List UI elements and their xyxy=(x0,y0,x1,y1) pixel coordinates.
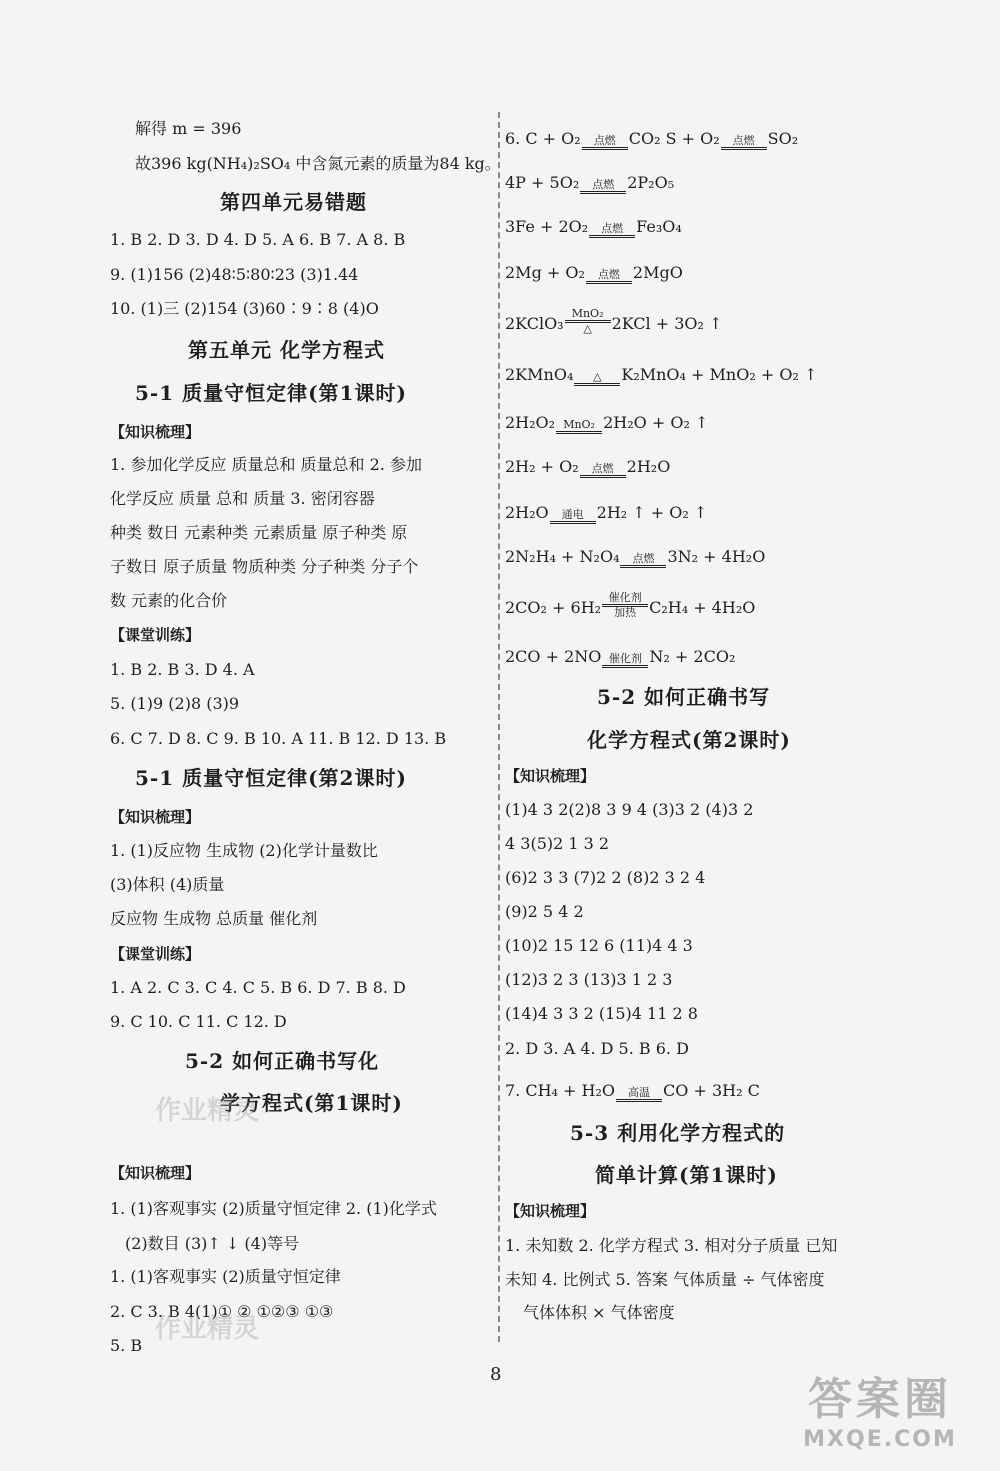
text-line: 数 元素的化合价 xyxy=(110,591,228,610)
equation xyxy=(505,262,683,284)
section-tag: 【知识梳理】 xyxy=(110,423,201,441)
text-line: 1. (1)客观事实 (2)质量守恒定律 xyxy=(110,1267,341,1286)
stamp-watermark: 作业精灵 xyxy=(155,1314,260,1344)
equation xyxy=(505,502,707,524)
text-line: 1. (1)反应物 生成物 (2)化学计量数比 xyxy=(110,841,378,860)
reaction-condition: 点燃 xyxy=(580,463,626,478)
reaction-condition: MnO₂ xyxy=(556,419,602,434)
text-line: 气体体积 × 气体密度 xyxy=(523,1303,675,1322)
text-line: (3)体积 (4)质量 xyxy=(110,875,225,894)
section-tag: 【知识梳理】 xyxy=(110,1164,201,1182)
equation-left: 2KClO₃ xyxy=(505,314,564,333)
unit-heading: 第五单元 化学方程式 xyxy=(188,338,385,362)
text-line: 故396 kg(NH₄)₂SO₄ 中含氮元素的质量为84 kg。 xyxy=(135,154,501,173)
reaction-condition: 催化剂 加热 xyxy=(602,592,648,619)
equation-right: Fe₃O₄ xyxy=(636,217,682,236)
equation-left: 7. CH₄ + H₂O xyxy=(505,1081,616,1100)
equation-left: 2CO₂ + 6H₂ xyxy=(505,598,602,617)
answer-line: (10)2 15 12 6 (11)4 4 3 xyxy=(505,936,693,955)
reaction-condition: 催化剂 xyxy=(602,653,648,668)
lesson-heading: 5-1 质量守恒定律(第2课时) xyxy=(135,766,407,790)
equation-left: 6. C + O₂ xyxy=(505,129,581,148)
equation-left: 2CO + 2NO xyxy=(505,647,602,666)
equation-right: CO₂ S + O₂ xyxy=(628,129,720,148)
reaction-condition: 通电 xyxy=(550,509,596,524)
equation xyxy=(505,364,817,386)
lesson-heading: 5-2 如何正确书写化 xyxy=(185,1049,380,1073)
equation-right: CO + 3H₂ C xyxy=(663,1081,760,1100)
equation-right: N₂ + 2CO₂ xyxy=(649,647,736,666)
equation-right: 3N₂ + 4H₂O xyxy=(667,547,766,566)
watermark-logo-text: 答案圈 xyxy=(808,1374,952,1425)
answer-line: 6. C 7. D 8. C 9. B 10. A 11. B 12. D 13. B xyxy=(110,729,447,748)
answer-line: (6)2 3 3 (7)2 2 (8)2 3 2 4 xyxy=(505,868,706,887)
text-line: 1. 未知数 2. 化学方程式 3. 相对分子质量 已知 xyxy=(505,1236,838,1255)
answer-line: 2. D 3. A 4. D 5. B 6. D xyxy=(505,1039,689,1058)
answer-line: (9)2 5 4 2 xyxy=(505,902,584,921)
equation-right: K₂MnO₄ + MnO₂ + O₂ ↑ xyxy=(621,365,818,384)
answer-line: 1. B 2. B 3. D 4. A xyxy=(110,660,255,679)
equation-left: 2N₂H₄ + N₂O₄ xyxy=(505,547,620,566)
equation-right: C₂H₄ + 4H₂O xyxy=(649,598,756,617)
equation-right: 2H₂O + O₂ ↑ xyxy=(603,413,709,432)
watermark-url: MXQE.COM xyxy=(803,1427,957,1452)
equation xyxy=(505,646,735,668)
equation-left: 2H₂O₂ xyxy=(505,413,556,432)
equation-right: 2KCl + 3O₂ ↑ xyxy=(611,314,723,333)
text-line: 未知 4. 比例式 5. 答案 气体质量 ÷ 气体密度 xyxy=(505,1270,825,1289)
equation-right: 2H₂O xyxy=(626,457,671,476)
text-line: 1. 参加化学反应 质量总和 质量总和 2. 参加 xyxy=(110,455,422,474)
text-line: 化学反应 质量 总和 质量 3. 密闭容器 xyxy=(110,489,375,508)
equation-right: 2MgO xyxy=(632,263,683,282)
equation xyxy=(505,456,670,478)
reaction-condition: 高温 xyxy=(616,1087,662,1102)
answer-line: 4 3(5)2 1 3 2 xyxy=(505,834,610,853)
equation-right: 2H₂ ↑ + O₂ ↑ xyxy=(596,503,708,522)
answer-line: 1. A 2. C 3. C 4. C 5. B 6. D 7. B 8. D xyxy=(110,978,406,997)
equation xyxy=(505,546,765,568)
equation-left: 4P + 5O₂ xyxy=(505,173,580,192)
reaction-condition: △ xyxy=(574,371,620,386)
lesson-heading: 简单计算(第1课时) xyxy=(595,1163,778,1187)
lesson-heading: 5-3 利用化学方程式的 xyxy=(570,1121,786,1145)
section-tag: 【知识梳理】 xyxy=(505,1202,596,1220)
reaction-condition: 点燃 xyxy=(586,269,632,284)
equation xyxy=(505,1080,760,1102)
answer-line: 9. C 10. C 11. C 12. D xyxy=(110,1012,287,1031)
section-tag: 【知识梳理】 xyxy=(505,767,596,785)
lesson-heading: 学方程式(第1课时) xyxy=(220,1091,403,1115)
equation-left: 2H₂ + O₂ xyxy=(505,457,579,476)
equation xyxy=(505,216,682,238)
answer-line: (12)3 2 3 (13)3 1 2 3 xyxy=(505,970,673,989)
equation-right: 2P₂O₅ xyxy=(627,173,675,192)
text-line: 1. (1)客观事实 (2)质量守恒定律 2. (1)化学式 xyxy=(110,1199,437,1218)
section-tag: 【课堂训练】 xyxy=(110,945,201,963)
text-line: 反应物 生成物 总质量 催化剂 xyxy=(110,909,318,928)
equation xyxy=(505,412,708,434)
answer-line: 9. (1)156 (2)48∶5∶80∶23 (3)1.44 xyxy=(110,265,359,284)
answer-line: (14)4 3 3 2 (15)4 11 2 8 xyxy=(505,1004,698,1023)
section-heading: 第四单元易错题 xyxy=(220,190,367,214)
equation-right: SO₂ xyxy=(767,129,799,148)
text-line: (2)数目 (3)↑ ↓ (4)等号 xyxy=(125,1234,300,1253)
column-divider xyxy=(498,112,500,1342)
lesson-heading: 5-2 如何正确书写 xyxy=(597,685,771,709)
answer-line: 10. (1)三 (2)154 (3)60∶9∶8 (4)O xyxy=(110,299,379,318)
answer-line: 5. B xyxy=(110,1336,143,1355)
text-line: 子数日 原子质量 物质种类 分子种类 分子个 xyxy=(110,557,419,576)
site-watermark xyxy=(780,1373,980,1463)
text-line: 解得 m = 396 xyxy=(135,119,242,138)
lesson-heading: 5-1 质量守恒定律(第1课时) xyxy=(135,381,407,405)
equation xyxy=(505,128,798,150)
answer-line: 1. B 2. D 3. D 4. D 5. A 6. B 7. A 8. B xyxy=(110,230,406,249)
section-tag: 【知识梳理】 xyxy=(110,808,201,826)
reaction-condition: 点燃 xyxy=(582,135,628,150)
text-line: 种类 数日 元素种类 元素质量 原子种类 原 xyxy=(110,523,408,542)
equation xyxy=(505,592,755,619)
answer-line: 2. C 3. B 4(1)① ② ①②③ ①③ xyxy=(110,1302,334,1321)
lesson-heading: 化学方程式(第2课时) xyxy=(587,728,791,752)
reaction-condition: MnO₂ △ xyxy=(565,308,611,335)
answer-line: 5. (1)9 (2)8 (3)9 xyxy=(110,694,240,713)
page-number: 8 xyxy=(490,1364,502,1385)
reaction-condition: 点燃 xyxy=(721,135,767,150)
equation-left: 2H₂O xyxy=(505,503,549,522)
equation-left: 3Fe + 2O₂ xyxy=(505,217,589,236)
reaction-condition: 点燃 xyxy=(580,179,626,194)
answer-line: (1)4 3 2(2)8 3 9 4 (3)3 2 (4)3 2 xyxy=(505,800,754,819)
reaction-condition: 点燃 xyxy=(620,553,666,568)
stamp-watermark: 作业精灵 xyxy=(155,1096,260,1126)
equation-left: 2KMnO₄ xyxy=(505,365,574,384)
equation-left: 2Mg + O₂ xyxy=(505,263,585,282)
equation xyxy=(505,308,722,335)
equation xyxy=(505,172,674,194)
reaction-condition: 点燃 xyxy=(589,223,635,238)
section-tag: 【课堂训练】 xyxy=(110,626,201,644)
